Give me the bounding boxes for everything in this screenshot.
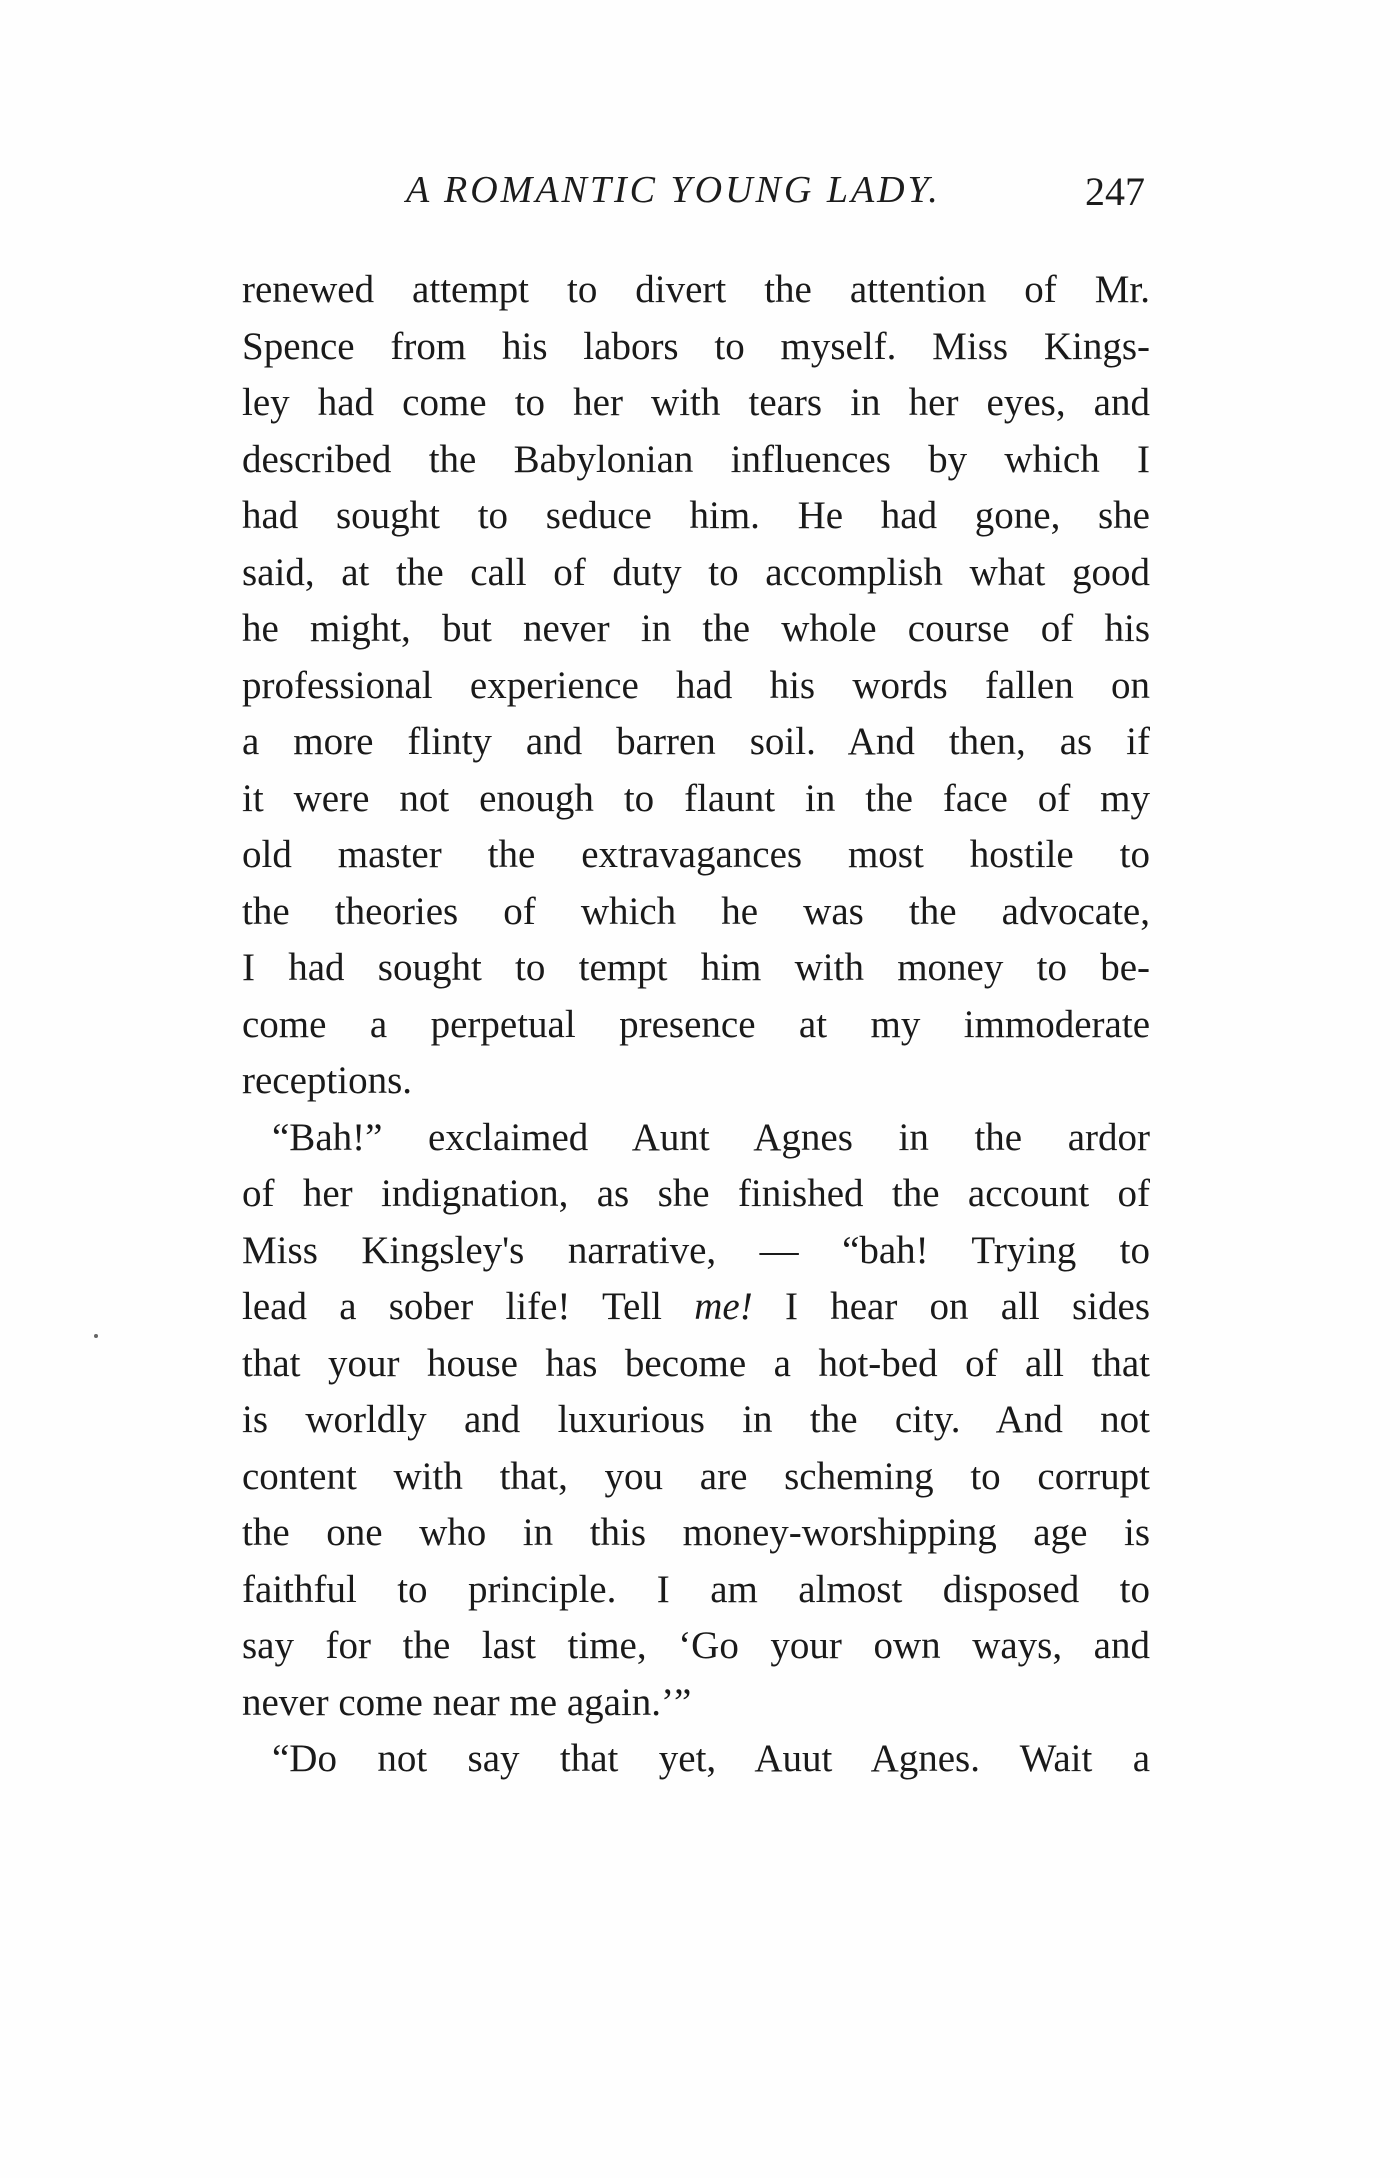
text-line: described the Babylonian influences by which I <box>242 437 1150 481</box>
text-line: say for the last time, ‘Go your own ways, and <box>242 1624 1150 1667</box>
text-line: said, at the call of duty to accomplish what good <box>242 550 1150 594</box>
text-line: the one who in this money-worshipping age is <box>242 1511 1150 1554</box>
text-line: renewed attempt to divert the attention of Mr. <box>242 268 1150 311</box>
text-line: old master the extravagances most hostile to <box>242 833 1150 876</box>
text-line: had sought to seduce him. He had gone, she <box>242 494 1150 537</box>
text-line: “Do not say that yet, Auut Agnes. Wait a <box>272 1737 1150 1780</box>
text-line: it were not enough to flaunt in the face of my <box>242 776 1150 820</box>
body-text <box>242 262 1150 1788</box>
text-line: come a perpetual presence at my immoderate <box>242 1002 1150 1046</box>
text-line: professional experience had his words fallen on <box>242 663 1150 707</box>
text-line: “Bah!” exclaimed Aunt Agnes in the ardor <box>272 1115 1150 1159</box>
text-line: he might, but never in the whole course of his <box>242 607 1150 650</box>
text-line: faithful to principle. I am almost disposed to <box>242 1567 1150 1611</box>
text-line: the theories of which he was the advocate, <box>242 889 1150 933</box>
text-line: receptions. <box>242 1059 413 1102</box>
text-line: that your house has become a hot-bed of all that <box>242 1341 1150 1385</box>
margin-speck <box>94 1334 98 1338</box>
text-line: content with that, you are scheming to corrupt <box>242 1454 1150 1498</box>
text-line: of her indignation, as she finished the account of <box>242 1172 1150 1215</box>
text-line: never come near me again.’” <box>242 1680 692 1724</box>
text-line: I had sought to tempt him with money to be- <box>242 946 1150 989</box>
text-line: a more flinty and barren soil. And then, as if <box>242 720 1150 763</box>
text-line: is worldly and luxurious in the city. And not <box>242 1398 1150 1441</box>
text-line: Spence from his labors to myself. Miss Kings- <box>242 324 1150 368</box>
text-line: Miss Kingsley's narrative, — “bah! Trying to <box>242 1228 1150 1272</box>
page-number: 247 <box>1085 169 1145 214</box>
running-title: A ROMANTIC YOUNG LADY. <box>406 169 941 211</box>
text-line: ley had come to her with tears in her eyes, and <box>242 381 1150 424</box>
text-line: lead a sober life! Tell me! I hear on all sides <box>242 1285 1150 1328</box>
emphasis: me! <box>694 1285 753 1328</box>
